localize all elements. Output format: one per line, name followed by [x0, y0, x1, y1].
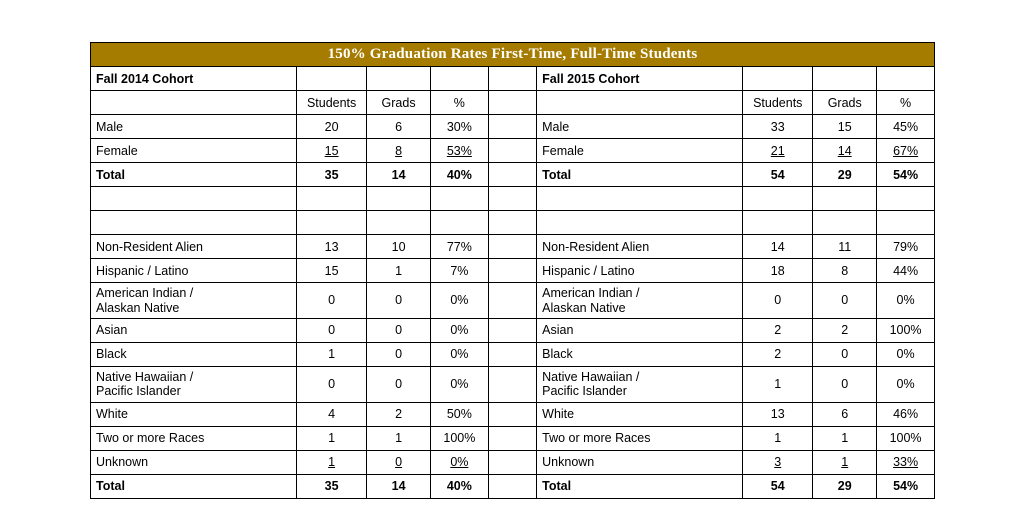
cohort-header-left: Fall 2014 Cohort — [91, 67, 297, 91]
row-grads-right: 0 — [813, 367, 877, 403]
column-gap — [488, 91, 536, 115]
row-students-left: 20 — [297, 115, 367, 139]
row-pct-left: 100% — [431, 426, 489, 450]
row-students-left: 4 — [297, 402, 367, 426]
table-row — [91, 426, 935, 450]
row-pct-left: 0% — [431, 450, 489, 474]
row-students-left: 15 — [297, 139, 367, 163]
row-grads-right: 14 — [813, 139, 877, 163]
row-label-right: Total — [537, 163, 743, 187]
row-grads-left: 1 — [367, 426, 431, 450]
row-grads-right: 1 — [813, 450, 877, 474]
empty-cell — [877, 187, 935, 211]
document-title: 150% Graduation Rates First-Time, Full-Time Students — [91, 43, 935, 67]
empty-cell — [537, 211, 743, 235]
spacer-row — [91, 187, 935, 211]
table-row — [91, 139, 935, 163]
empty-cell — [91, 187, 297, 211]
row-pct-right: 79% — [877, 235, 935, 259]
empty-cell — [297, 187, 367, 211]
table-row — [91, 163, 935, 187]
cell-label-line: American Indian / — [542, 286, 640, 301]
row-label-right: Female — [537, 139, 743, 163]
row-students-left: 15 — [297, 259, 367, 283]
row-grads-left: 10 — [367, 235, 431, 259]
cell-label-line: Alaskan Native — [542, 300, 626, 315]
row-grads-left: 0 — [367, 343, 431, 367]
row-pct-left: 40% — [431, 163, 489, 187]
empty-cell — [813, 211, 877, 235]
row-label-right: Male — [537, 115, 743, 139]
row-grads-left: 0 — [367, 319, 431, 343]
row-label-left: Female — [91, 139, 297, 163]
empty-cell — [91, 211, 297, 235]
row-pct-right: 100% — [877, 319, 935, 343]
row-pct-left: 0% — [431, 283, 489, 319]
row-pct-right: 44% — [877, 259, 935, 283]
row-pct-left: 7% — [431, 259, 489, 283]
column-gap — [488, 259, 536, 283]
empty-cell — [297, 211, 367, 235]
empty-cell — [537, 187, 743, 211]
row-label-right: Total — [537, 474, 743, 498]
row-grads-right: 1 — [813, 426, 877, 450]
row-pct-right: 46% — [877, 402, 935, 426]
row-students-right: 2 — [743, 343, 813, 367]
row-label-right: White — [537, 402, 743, 426]
cell-label-line: Native Hawaiian / — [96, 370, 194, 384]
cell-label-line: American Indian / — [96, 286, 194, 301]
row-students-left: 35 — [297, 163, 367, 187]
table-row — [91, 283, 935, 319]
row-grads-left: 8 — [367, 139, 431, 163]
empty-cell — [743, 211, 813, 235]
row-grads-left: 14 — [367, 474, 431, 498]
row-students-left: 35 — [297, 474, 367, 498]
empty-cell — [743, 67, 813, 91]
empty-cell — [813, 187, 877, 211]
column-header-row — [91, 91, 935, 115]
col-students-left: Students — [297, 91, 367, 115]
row-students-left: 0 — [297, 283, 367, 319]
row-pct-right: 54% — [877, 163, 935, 187]
table-row — [91, 343, 935, 367]
row-label-left: White — [91, 402, 297, 426]
row-label-left — [91, 283, 297, 319]
cell-label-line: Alaskan Native — [96, 300, 180, 315]
col-grads-left: Grads — [367, 91, 431, 115]
row-grads-right: 11 — [813, 235, 877, 259]
table-row — [91, 474, 935, 498]
col-pct-right: % — [877, 91, 935, 115]
row-students-right: 2 — [743, 319, 813, 343]
row-label-left: Total — [91, 163, 297, 187]
row-label-right — [537, 367, 743, 403]
row-students-left: 0 — [297, 367, 367, 403]
cohort-header-right: Fall 2015 Cohort — [537, 67, 743, 91]
col-grads-right: Grads — [813, 91, 877, 115]
row-pct-left: 40% — [431, 474, 489, 498]
row-grads-right: 29 — [813, 474, 877, 498]
cell-label-line: Native Hawaiian / — [542, 370, 640, 384]
row-pct-left: 53% — [431, 139, 489, 163]
row-label-left: Two or more Races — [91, 426, 297, 450]
column-gap — [488, 426, 536, 450]
column-gap — [488, 235, 536, 259]
row-grads-right: 0 — [813, 343, 877, 367]
row-students-right: 13 — [743, 402, 813, 426]
empty-cell — [877, 67, 935, 91]
row-students-right: 3 — [743, 450, 813, 474]
row-grads-right: 2 — [813, 319, 877, 343]
column-gap — [488, 367, 536, 403]
empty-cell — [743, 187, 813, 211]
column-gap — [488, 211, 536, 235]
graduation-rates-table-wrapper — [90, 42, 935, 499]
row-label-left — [91, 367, 297, 403]
row-label-right: Asian — [537, 319, 743, 343]
row-grads-left: 0 — [367, 283, 431, 319]
row-label-right: Non-Resident Alien — [537, 235, 743, 259]
row-grads-right: 6 — [813, 402, 877, 426]
row-pct-right: 54% — [877, 474, 935, 498]
empty-cell — [297, 67, 367, 91]
row-students-right: 0 — [743, 283, 813, 319]
row-students-right: 1 — [743, 426, 813, 450]
row-students-left: 13 — [297, 235, 367, 259]
row-label-left: Hispanic / Latino — [91, 259, 297, 283]
graduation-rates-table — [90, 42, 935, 499]
row-students-right: 54 — [743, 163, 813, 187]
row-label-right: Hispanic / Latino — [537, 259, 743, 283]
spacer-row — [91, 211, 935, 235]
column-gap — [488, 283, 536, 319]
row-label-right: Unknown — [537, 450, 743, 474]
table-row — [91, 402, 935, 426]
column-gap — [488, 139, 536, 163]
row-pct-right: 33% — [877, 450, 935, 474]
row-grads-right: 8 — [813, 259, 877, 283]
cell-label-line: Pacific Islander — [542, 384, 627, 399]
row-students-left: 1 — [297, 343, 367, 367]
row-pct-right: 0% — [877, 283, 935, 319]
row-grads-left: 0 — [367, 367, 431, 403]
row-label-right: Two or more Races — [537, 426, 743, 450]
row-students-left: 0 — [297, 319, 367, 343]
row-students-right: 1 — [743, 367, 813, 403]
row-pct-left: 30% — [431, 115, 489, 139]
row-students-left: 1 — [297, 426, 367, 450]
column-gap — [488, 474, 536, 498]
table-row — [91, 115, 935, 139]
table-row — [91, 319, 935, 343]
empty-cell — [431, 187, 489, 211]
row-students-right: 54 — [743, 474, 813, 498]
row-grads-right: 0 — [813, 283, 877, 319]
empty-cell — [537, 91, 743, 115]
table-row — [91, 259, 935, 283]
cohort-header-row — [91, 67, 935, 91]
row-students-left: 1 — [297, 450, 367, 474]
row-students-right: 14 — [743, 235, 813, 259]
row-grads-left: 0 — [367, 450, 431, 474]
row-label-left: Non-Resident Alien — [91, 235, 297, 259]
table-row — [91, 450, 935, 474]
empty-cell — [367, 67, 431, 91]
empty-cell — [431, 67, 489, 91]
row-pct-right: 0% — [877, 343, 935, 367]
row-pct-right: 100% — [877, 426, 935, 450]
empty-cell — [877, 211, 935, 235]
row-label-right — [537, 283, 743, 319]
row-label-left: Male — [91, 115, 297, 139]
row-label-left: Unknown — [91, 450, 297, 474]
row-label-left: Total — [91, 474, 297, 498]
row-grads-left: 2 — [367, 402, 431, 426]
column-gap — [488, 450, 536, 474]
column-gap — [488, 319, 536, 343]
empty-cell — [367, 211, 431, 235]
row-grads-left: 6 — [367, 115, 431, 139]
row-pct-left: 77% — [431, 235, 489, 259]
row-students-right: 18 — [743, 259, 813, 283]
col-students-right: Students — [743, 91, 813, 115]
column-gap — [488, 115, 536, 139]
row-students-right: 21 — [743, 139, 813, 163]
row-label-left: Black — [91, 343, 297, 367]
row-pct-left: 50% — [431, 402, 489, 426]
col-pct-left: % — [431, 91, 489, 115]
column-gap — [488, 187, 536, 211]
row-pct-right: 45% — [877, 115, 935, 139]
row-pct-right: 67% — [877, 139, 935, 163]
row-students-right: 33 — [743, 115, 813, 139]
row-pct-left: 0% — [431, 319, 489, 343]
empty-cell — [813, 67, 877, 91]
row-pct-left: 0% — [431, 367, 489, 403]
empty-cell — [431, 211, 489, 235]
row-grads-right: 15 — [813, 115, 877, 139]
row-label-left: Asian — [91, 319, 297, 343]
title-row — [91, 43, 935, 67]
row-label-right: Black — [537, 343, 743, 367]
row-pct-right: 0% — [877, 367, 935, 403]
column-gap — [488, 402, 536, 426]
column-gap — [488, 67, 536, 91]
row-grads-left: 1 — [367, 259, 431, 283]
table-row — [91, 235, 935, 259]
row-grads-left: 14 — [367, 163, 431, 187]
column-gap — [488, 163, 536, 187]
empty-cell — [91, 91, 297, 115]
row-grads-right: 29 — [813, 163, 877, 187]
row-pct-left: 0% — [431, 343, 489, 367]
empty-cell — [367, 187, 431, 211]
column-gap — [488, 343, 536, 367]
table-row — [91, 367, 935, 403]
cell-label-line: Pacific Islander — [96, 384, 181, 399]
